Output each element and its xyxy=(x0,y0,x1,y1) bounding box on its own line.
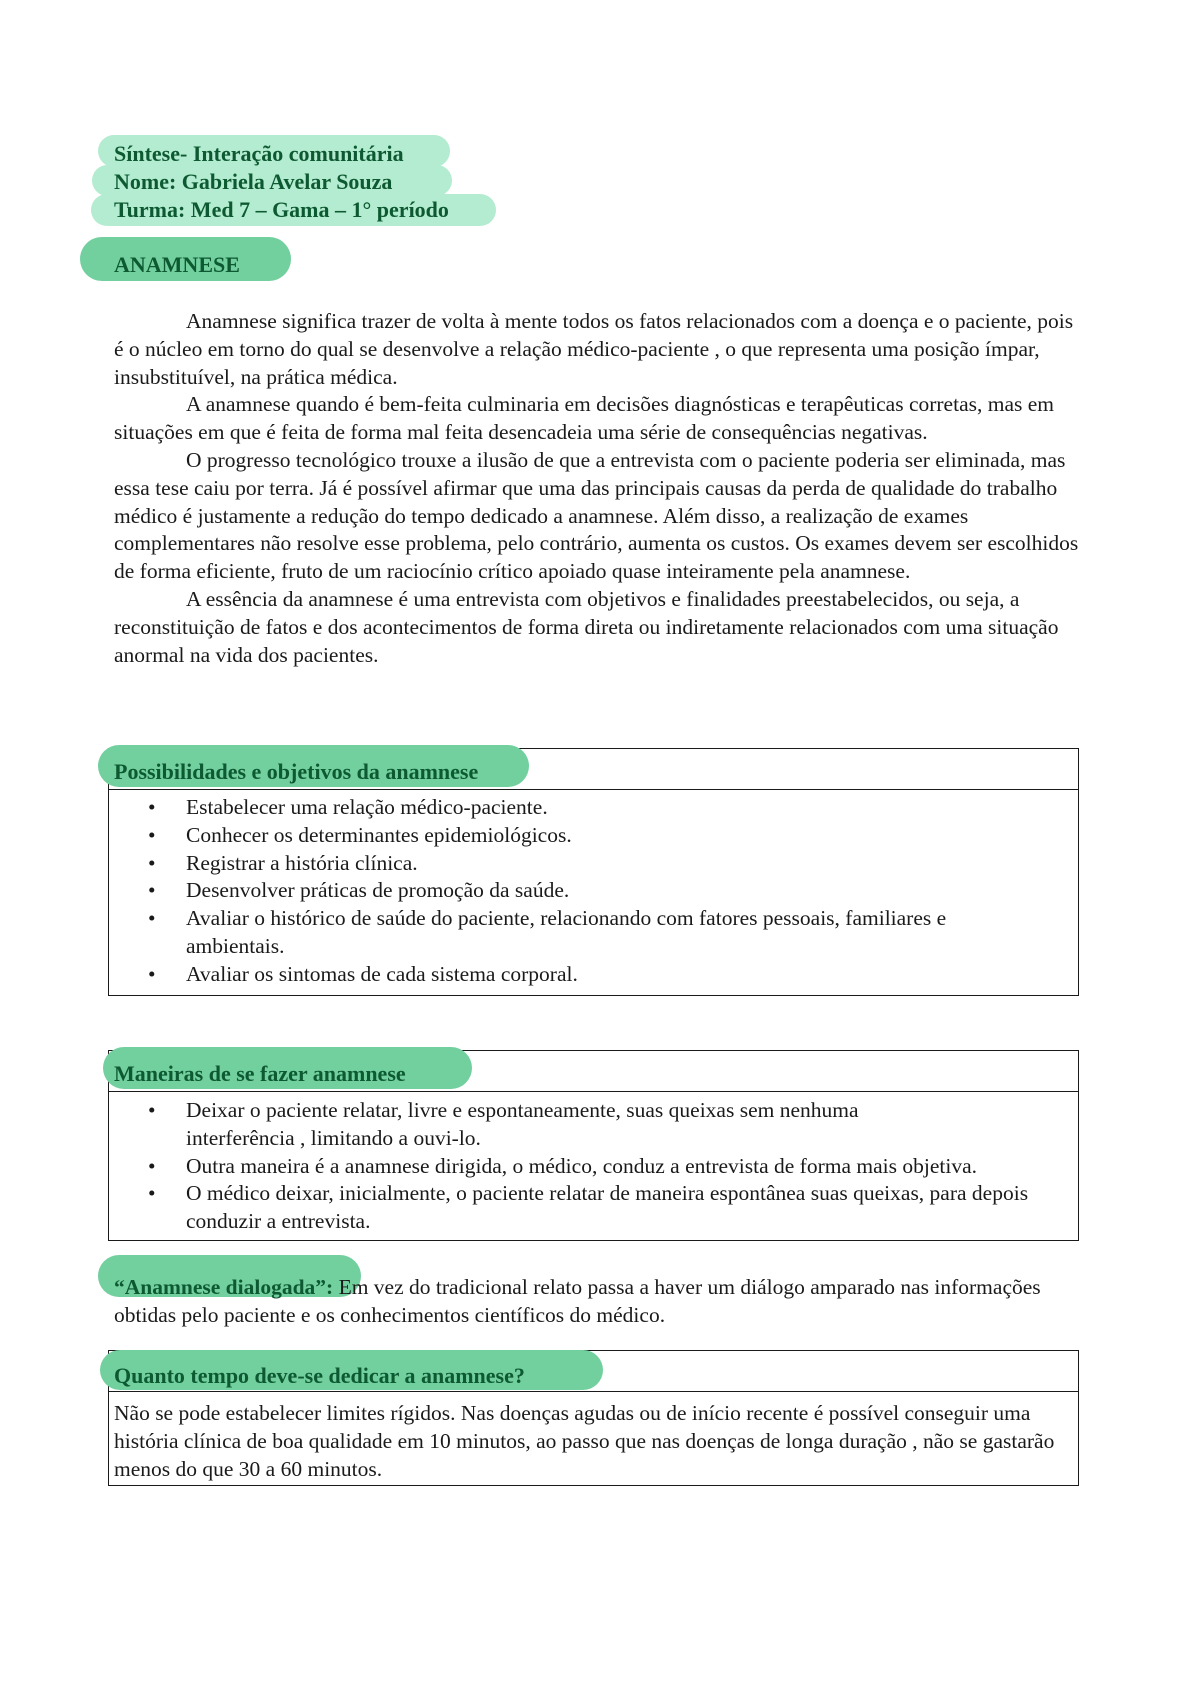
bullet-icon: • xyxy=(148,822,156,847)
time-text: Não se pode estabelecer limites rígidos. Nas doenças agudas ou de início recente é possível conseguir uma história clínica de boa qualidade em 10 minutos, ao passo que nas doenças de longa duração , não se gastarão menos do que 30 a 60 minutos. xyxy=(114,1401,1055,1481)
list-item: • O médico deixar, inicialmente, o paciente relatar de maneira espontânea suas queixas, para depois conduzir a entrevista. xyxy=(148,1181,1029,1234)
list-item: • Outra maneira é a anamnese dirigida, o médico, conduz a entrevista de forma mais objetiva. xyxy=(108,1153,1078,1181)
methods-heading: Maneiras de se fazer anamnese xyxy=(114,1061,406,1086)
box-divider xyxy=(109,1391,1078,1392)
paragraph: Anamnese significa trazer de volta à mente todos os fatos relacionados com a doença e o paciente, pois é o núcleo em torno do qual se desenvolve a relação médico-paciente , o que representa uma posição ímpar, insubstituível, na prática médica. xyxy=(114,309,1074,389)
list-item: • Avaliar os sintomas de cada sistema corporal. xyxy=(108,961,1073,989)
student-class: Turma: Med 7 – Gama – 1° período xyxy=(114,197,449,222)
doc-title: Síntese- Interação comunitária xyxy=(114,141,404,166)
dialogada-text: Em vez do tradicional relato passa a haver um diálogo amparado nas informações obtidas pelo paciente e os conhecimentos científicos do médico. xyxy=(114,1275,1041,1327)
objectives-list xyxy=(108,794,1073,989)
list-item: • Desenvolver práticas de promoção da saúde. xyxy=(108,877,1073,905)
bullet-icon: • xyxy=(148,961,156,986)
box-divider xyxy=(109,1091,1078,1092)
bullet-icon: • xyxy=(148,1153,156,1178)
list-item: • Estabelecer uma relação médico-paciente. xyxy=(108,794,1073,822)
list-item: • Deixar o paciente relatar, livre e espontaneamente, suas queixas sem nenhuma interferência , limitando a ouvi-lo. xyxy=(148,1098,859,1150)
methods-list xyxy=(108,1097,1078,1236)
dialogada-term: “Anamnese dialogada”: xyxy=(114,1275,334,1299)
time-heading: Quanto tempo deve-se dedicar a anamnese? xyxy=(114,1363,525,1388)
paragraph: A essência da anamnese é uma entrevista com objetivos e finalidades preestabelecidos, ou seja, a reconstituição de fatos e dos acontecimentos de forma direta ou indiretamente relacionados com uma situação anormal na vida dos pacientes. xyxy=(114,586,1059,667)
paragraph: A anamnese quando é bem-feita culminaria em decisões diagnósticas e terapêuticas corretas, mas em situações em que é feita de forma mal feita desencadeia uma série de consequências negativas. xyxy=(114,392,1055,445)
list-item: • Registrar a história clínica. xyxy=(108,850,1073,878)
bullet-icon: • xyxy=(148,795,156,819)
bullet-icon: • xyxy=(148,850,156,875)
bullet-icon: • xyxy=(148,878,156,903)
objectives-heading: Possibilidades e objetivos da anamnese xyxy=(114,759,479,784)
paragraph: O progresso tecnológico trouxe a ilusão de que a entrevista com o paciente poderia ser eliminada, mas essa tese caiu por terra. Já é possível afirmar que uma das principais causas da perda de qualidade do trabalho médico é justamente a redução do tempo dedicado a anamnese. Além disso, a realização de exames complementares não resolve esse problema, pelo contrário, aumenta os custos. Os exames devem ser escolhidos de forma eficiente, fruto de um raciocínio crítico apoiado quase inteiramente pela anamnese. xyxy=(114,447,1079,584)
list-item: • Conhecer os determinantes epidemiológicos. xyxy=(108,822,1073,850)
bullet-icon: • xyxy=(148,1181,156,1206)
anamnese-body xyxy=(114,308,1086,669)
list-item: • Avaliar o histórico de saúde do paciente, relacionando com fatores pessoais, familiares e ambientais. xyxy=(148,906,947,958)
box-divider xyxy=(109,789,1078,790)
bullet-icon: • xyxy=(148,906,156,931)
section-heading: ANAMNESE xyxy=(114,252,240,277)
student-name: Nome: Gabriela Avelar Souza xyxy=(114,169,393,194)
dialogada-paragraph xyxy=(114,1273,1064,1330)
bullet-icon: • xyxy=(148,1098,156,1122)
